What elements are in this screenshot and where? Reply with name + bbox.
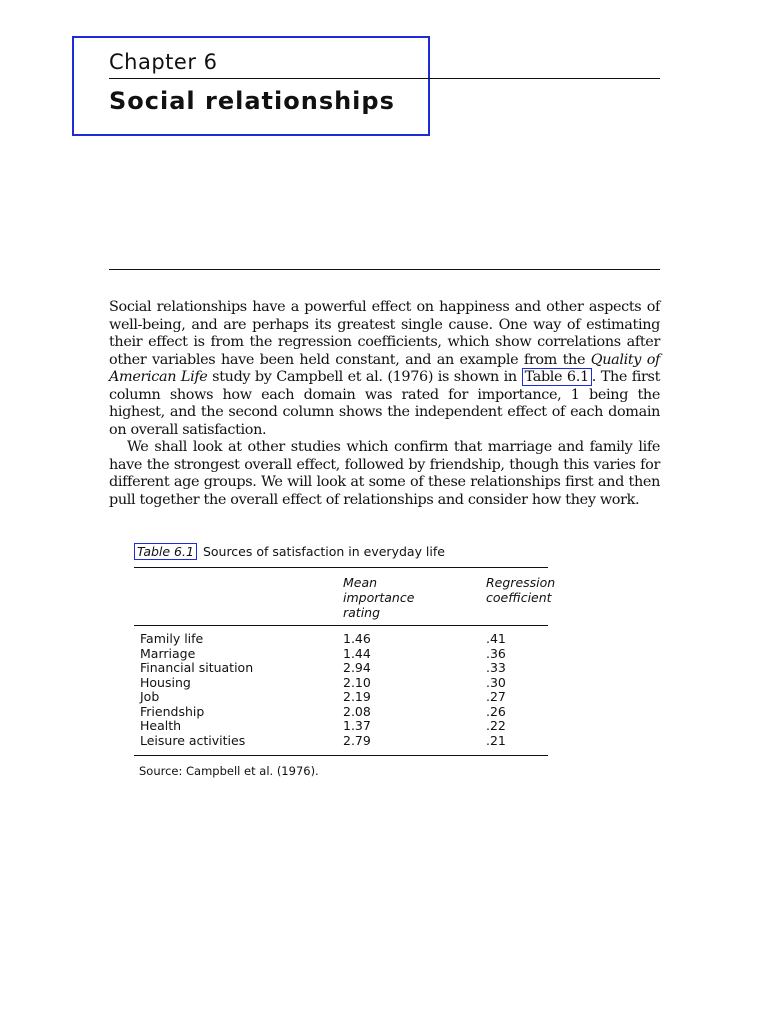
cell-coefficient: .41 <box>486 631 506 646</box>
cell-coefficient: .22 <box>486 718 506 733</box>
table-row <box>140 661 548 676</box>
p1-text-c: . The first column shows how each domain was rated for importance, 1 being the highest, and the second column shows the independent effect of each domain on overall satisfaction. <box>109 369 660 438</box>
cell-rating: 2.19 <box>343 689 371 704</box>
chapter-rule <box>109 78 660 79</box>
table-label-link[interactable]: Table 6.1 <box>134 543 197 560</box>
p1-text-a: Social relationships have a powerful effect on happiness and other aspects of well-being, and are perhaps its greatest single cause. One way of estimating their effect is from the regression coefficients, which show correlations after other variables have been held constant, and an example from the <box>109 299 660 368</box>
header-text: Mean <box>343 575 378 590</box>
cell-coefficient: .36 <box>486 645 506 661</box>
cell-domain: Family life <box>140 631 204 646</box>
cell-domain: Job <box>140 689 160 704</box>
chapter-title: Social relationships <box>109 87 395 115</box>
p1-italic-title: Quality of American Life <box>109 351 660 385</box>
header-text: rating <box>343 605 381 620</box>
cell-domain: Housing <box>140 674 191 690</box>
cell-coefficient: .21 <box>486 732 506 748</box>
paragraph-1 <box>109 299 660 439</box>
table-6-1-link[interactable]: Table 6.1 <box>522 368 592 386</box>
cell-domain: Marriage <box>140 645 196 661</box>
table-row <box>140 676 548 691</box>
table-source-note: Source: Campbell et al. (1976). <box>139 764 319 778</box>
cell-rating: 2.79 <box>343 732 371 748</box>
cell-coefficient: .30 <box>486 674 506 690</box>
cell-coefficient: .33 <box>486 660 506 675</box>
cell-rating: 2.08 <box>343 703 371 719</box>
cell-rating: 2.94 <box>343 660 371 675</box>
table-header-rule <box>134 625 548 626</box>
body-text <box>109 299 660 509</box>
paragraph-2: We shall look at other studies which confirm that marriage and family life have the strongest overall effect, followed by friendship, though this varies for different age groups. We will look at some of these relationships first and then pull together the overall effect of relationships and consider how they work. <box>109 439 660 508</box>
header-text: importance <box>343 590 415 605</box>
table-bottom-rule <box>134 755 548 756</box>
header-text: Regression <box>486 575 556 590</box>
header-regression-coefficient <box>486 575 566 605</box>
table-row <box>140 690 548 705</box>
cell-rating: 1.37 <box>343 718 371 733</box>
cell-rating: 1.46 <box>343 631 371 646</box>
chapter-label: Chapter 6 <box>109 50 218 74</box>
cell-domain: Financial situation <box>140 660 254 675</box>
header-mean-importance-rating <box>343 575 433 620</box>
cell-domain: Health <box>140 718 182 733</box>
table-row <box>140 632 548 647</box>
table-caption-text: Sources of satisfaction in everyday life <box>202 544 445 559</box>
table-row <box>140 719 548 734</box>
cell-domain: Friendship <box>140 703 205 719</box>
header-text: coefficient <box>486 590 552 605</box>
table-body <box>140 632 548 748</box>
satisfaction-table <box>134 543 556 748</box>
cell-rating: 1.44 <box>343 645 371 661</box>
table-top-rule <box>134 567 548 568</box>
table-row <box>140 647 548 662</box>
cell-coefficient: .27 <box>486 689 506 704</box>
cell-coefficient: .26 <box>486 703 506 719</box>
cell-rating: 2.10 <box>343 674 371 690</box>
cell-domain: Leisure activities <box>140 732 246 748</box>
table-caption <box>134 543 548 563</box>
table-row <box>140 705 548 720</box>
table-row <box>140 734 548 749</box>
p1-text-b: study by Campbell et al. (1976) is shown in <box>207 369 522 385</box>
section-divider <box>109 269 660 270</box>
